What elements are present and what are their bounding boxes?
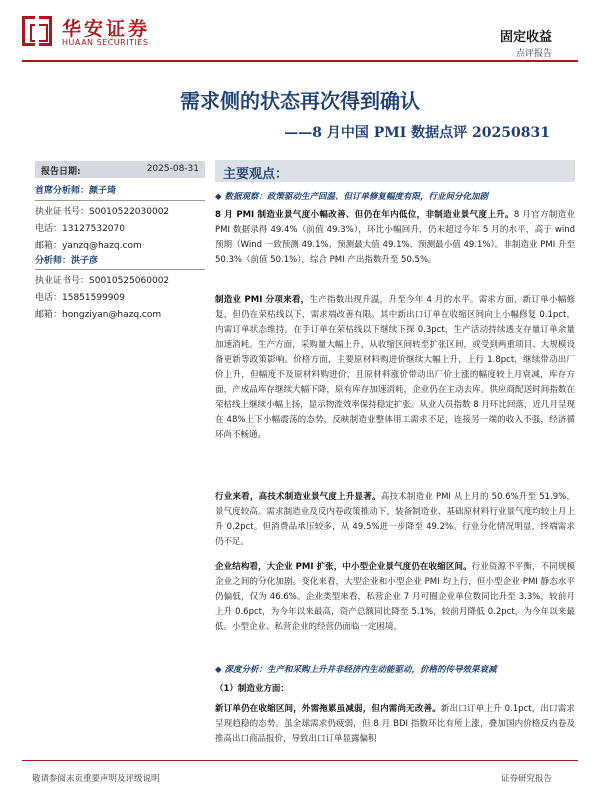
paragraph-lead: 新订单仍在收缩区间，外需拖累虽减弱，但内需尚无改善。: [215, 704, 441, 714]
analyst-block-1: [35, 184, 116, 198]
analyst-cert: 执业证书号：S0010522030002: [35, 207, 170, 217]
analyst-role: 分析师：洪子彦: [35, 256, 99, 266]
header-divider: [22, 60, 578, 62]
sidebar-divider: [35, 200, 205, 201]
analyst-role: 首席分析师：颜子琦: [35, 186, 117, 196]
page-subtitle: ——8 月中国 PMI 数据点评 20250831: [284, 125, 550, 141]
footer-divider: [22, 760, 578, 761]
paragraph-text: 新出口订单上升 0.1pct，出口需求呈现趋稳的态势。虽全球需求仍疲弱，但 8 月 BDI 指数环比有所上涨，叠加国内价格反内卷及推高出口商品报价，导致出口订单显露偏积: [215, 704, 575, 744]
footer-disclaimer: 敬请参阅末页重要声明及评级说明: [32, 774, 160, 784]
analyst-details-2: [35, 273, 169, 324]
logo-english: HUAAN SECURITIES: [62, 38, 149, 47]
report-category: 固定收益: [499, 30, 552, 45]
sidebar-divider: [35, 269, 205, 270]
report-type: 点评报告: [515, 49, 552, 59]
analyst-email[interactable]: 邮箱：yanzq@hazq.com: [35, 241, 142, 251]
paragraph-text: 高技术制造业 PMI 从上月的 50.6%升至 51.9%，景气度较高。需求制造业及反内卷政策推动下，装备制造业、基础原材料行业景气度均较上月上升 0.2pct。但消费品承压较多，从 49.5%进一步降至 49.2%。行业分化情况明显，终端需求仍不足。: [215, 492, 575, 547]
analyst-phone: 电话：13127532070: [35, 224, 125, 234]
analyst-cert: 执业证书号：S0010525060002: [35, 276, 170, 286]
paragraph-text: 生产指数出现升温，升至今年 4 月的水平。需求方面，新订单小幅修复，但仍在荣枯线以下，需求端改善有限。其中新出口订单在收缩区间向上小幅修复 0.1pct，内需订单状态维持。在手订单在荣枯线以下继续下探 0.3pct，生产活动持续透支存量订单余量加速消耗。生产方面，采购量大幅上升，从收缩区间转至扩张区间，或受到两重项目、大规模设备更新等政策影响。价格方面，主要原材料购进价继续大幅上升，上行 1.8pct，继续带动出厂价上升，但幅度不及原材料购进价，且原材料涨价带动出厂价上涨的幅度较上月衰减，库存方面，产成品库存继续大幅下降，原有库存加速消耗，企业仍在主动去库。供应商配送时间指数在荣枯线上继续小幅上扬，显示物流效率保持稳定扩张。从业人员指数 8 月环比回落，近几月呈现在 48%上下小幅震荡的态势，反映制造业整体用工需求不足，连接另一端的收入不强，经济循环尚不畅通。: [215, 295, 575, 440]
key-points-title: 主要观点：: [223, 167, 289, 182]
logo-text: 华安证券: [62, 18, 151, 40]
paragraph-5: [215, 702, 575, 758]
bullet-data-observation: [215, 190, 575, 205]
paragraph-lead: 企业结构看，大企业 PMI 扩张，中小型企业景气度仍在收缩区间。: [215, 562, 472, 572]
paragraph-lead: 制造业 PMI 分项来看，: [215, 295, 310, 305]
bullet-deep-analysis: [215, 663, 575, 678]
paragraph-text: 行业资源不平衡，不同规模企业之间的分化加剧。变化来看，大型企业和小型企业 PMI 均上行，但小型企业 PMI 静态水平仍偏低，仅为 46.6%。企业类型来看，私营企业 7 月可圈企业单位数同比升至 3.3%，较前月上升 0.6pct，为今年以来最高，资产总额同比降至 5.1%，较前月降低 0.2pct，为今年以来最低。小型企业、私营企业的经营仍面临一定困境。: [215, 562, 575, 632]
key-points-header: [215, 160, 575, 182]
logo-mark: [22, 16, 52, 46]
paragraph-3: [215, 490, 575, 550]
section-bullet: ◆ 数据观察：政策驱动生产回温、但订单修复幅度有限，行业间分化加剧: [215, 190, 575, 205]
subsection-manufacturing: [215, 682, 575, 697]
paragraph-lead: 行业来看，高技术制造业景气度上升显著。: [215, 492, 381, 502]
report-date-value: 2025-08-31: [146, 164, 199, 174]
footer-report-type: 证券研究报告: [500, 774, 552, 784]
report-date-bar: [35, 161, 205, 178]
analyst-email[interactable]: 邮箱：hongziyan@hazq.com: [35, 310, 162, 320]
paragraph-2: [215, 293, 575, 443]
analyst-details-1: [35, 204, 169, 255]
page-title: 需求侧的状态再次得到确认: [180, 89, 420, 113]
analyst-block-2: [35, 254, 98, 268]
report-date-label: 报告日期:: [41, 167, 81, 177]
paragraph-4: [215, 560, 575, 635]
paragraph-text: 8 月官方制造业 PMI 数据录得 49.4%（前值 49.3%），环比小幅回升，仍未超过今年 5 月的水平，高于 wind 预期（Wind 一致预测 49.1%、预测最大值 49.1%、预测最小值 49.1%）。非制造业 PMI 升至 50.3%（前值 50.1%），综合 PMI 产出指数升至 50.5%。: [215, 210, 575, 265]
section-bullet: ◆ 深度分析：生产和采购上升并非经济内生动能驱动，价格的传导效果衰减: [215, 663, 575, 678]
analyst-phone: 电话：15851599909: [35, 293, 125, 303]
paragraph-1: [215, 208, 575, 268]
paragraph-lead: 8 月 PMI 制造业景气度小幅改善、但仍在年内低位，非制造业景气度上升。: [215, 210, 514, 220]
subsection-title: （1）制造业方面：: [215, 684, 289, 694]
